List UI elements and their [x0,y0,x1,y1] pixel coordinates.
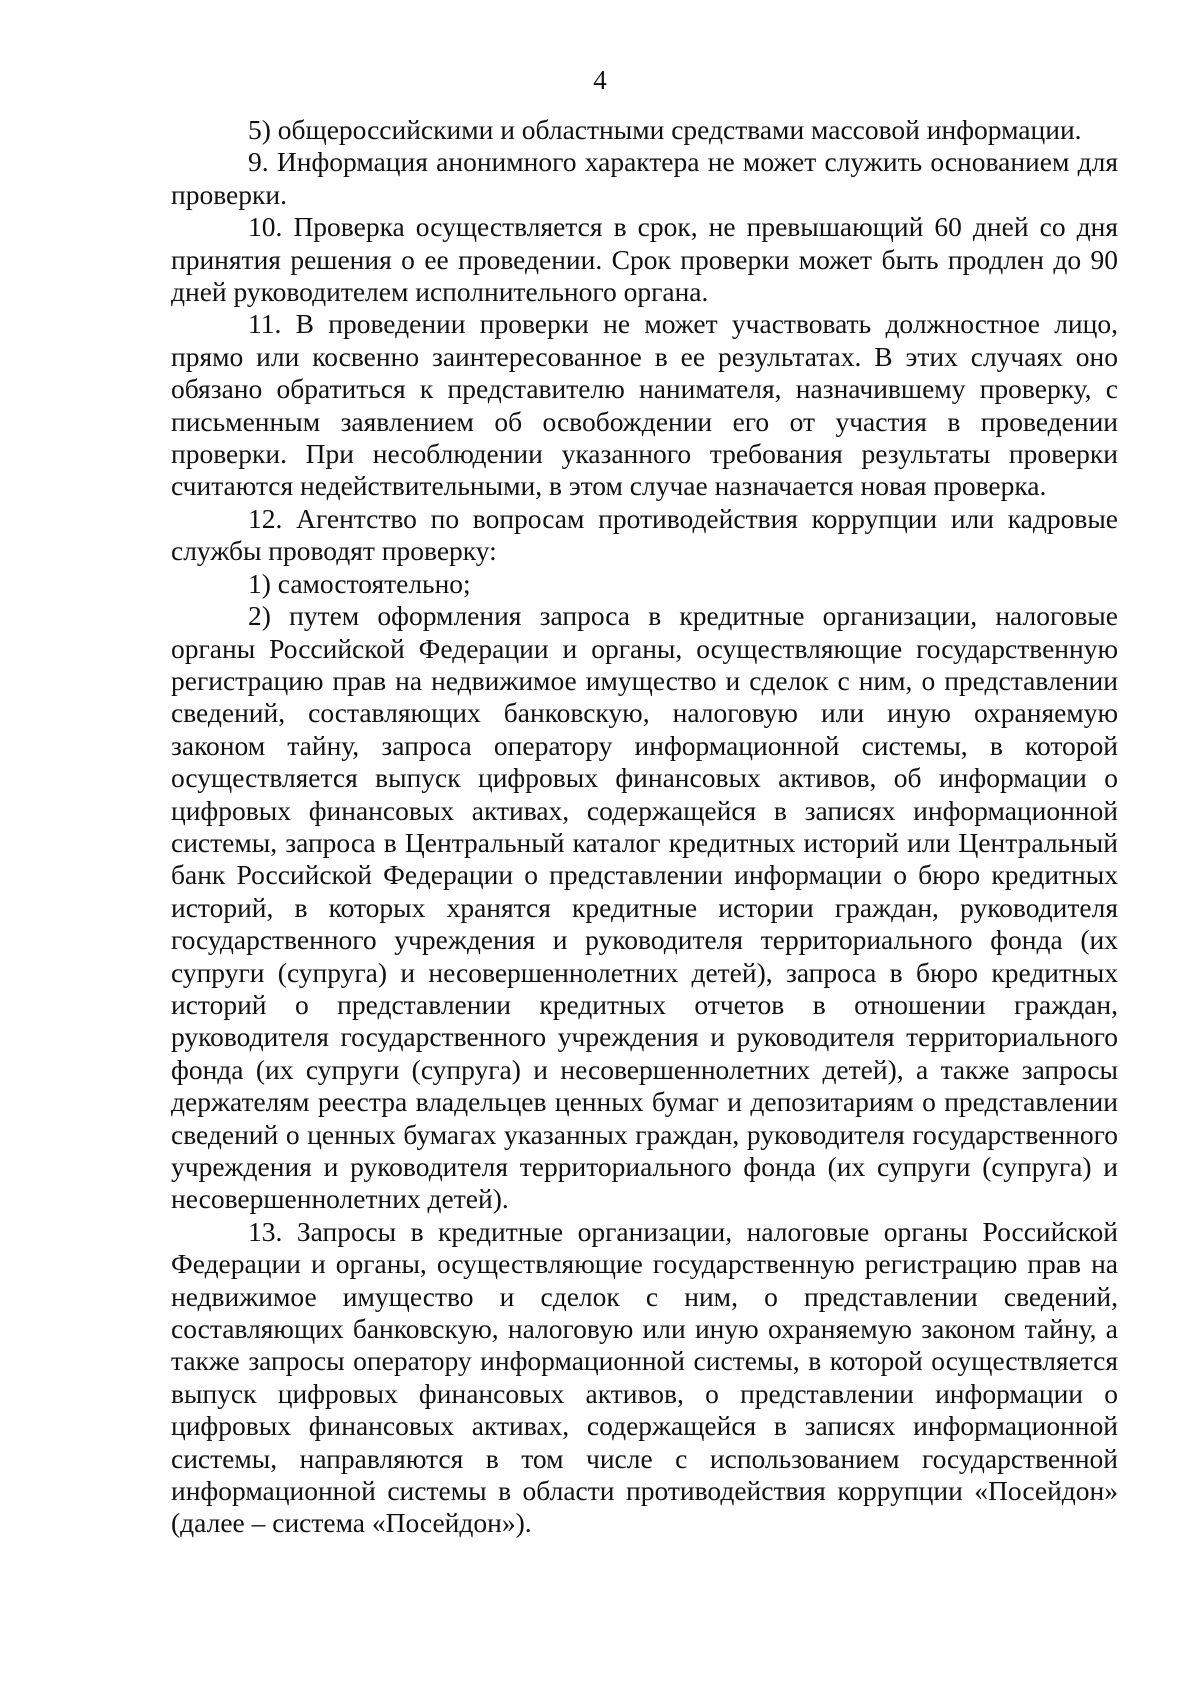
page-number: 4 [593,65,607,95]
paragraph-9-anonymous-information: 9. Информация анонимного характера не может служить основанием для проверки. [171,146,1118,210]
paragraph-12-item-1: 1) самостоятельно; [248,567,471,599]
paragraph-12-item-2: 2) путем оформления запроса в кредитные организации, налоговые органы Российской Федерации и органы, осуществляющие государственную регистрацию прав на недвижимое имущество и сделок с ним, о представлении сведений, составляющих банковскую, налоговую или иную охраняемую законом тайну, запроса оператору информационной системы, в которой осуществляется выпуск цифровых финансовых активов, об информации о цифровых финансовых активах, содержащейся в записях информационной системы, запроса в Центральный каталог кредитных историй или Центральный банк Российской Федерации о представлении информации о бюро кредитных историй, в которых хранятся кредитные истории граждан, руководителя государственного учреждения и руководителя территориального фонда (их супруги (супруга) и несовершеннолетних детей), запроса в бюро кредитных историй о представлении кредитных отчетов в отношении граждан, руководителя государственного учреждения и руководителя территориального фонда (их супруги (супруга) и несовершеннолетних детей), а также запросы держателям реестра владельцев ценных бумаг и депозитариям о представлении сведений о ценных бумагах указанных граждан, руководителя государственного учреждения и руководителя территориального фонда (их супруги (супруга) и несовершеннолетних детей). [171,600,1118,1215]
paragraph-10-inspection-term: 10. Проверка осуществляется в срок, не превышающий 60 дней со дня принятия решения о ее проведении. Срок проверки может быть продлен до 90 дней руководителем исполнительного органа. [171,211,1118,308]
paragraph-11-conflict-of-interest: 11. В проведении проверки не может участвовать должностное лицо, прямо или косвенно заинтересованное в ее результатах. В этих случаях оно обязано обратиться к представителю нанимателя, назначившему проверку, с письменным заявлением об освобождении его от участия в проведении проверки. При несоблюдении указанного требования результаты проверки считаются недействительными, в этом случае назначается новая проверка. [171,308,1118,502]
paragraph-12-inspection-methods: 12. Агентство по вопросам противодействия коррупции или кадровые службы проводят проверку: [171,502,1118,567]
document-body [171,114,1118,1540]
paragraph-item-5-media: 5) общероссийскими и областными средствами массовой информации. [248,114,1082,145]
paragraph-13-requests: 13. Запросы в кредитные организации, налоговые органы Российской Федерации и органы, осуществляющие государственную регистрацию прав на недвижимое имущество и сделок с ним, о представлении сведений, составляющих банковскую, налоговую или иную охраняемую законом тайну, а также запросы оператору информационной системы, в которой осуществляется выпуск цифровых финансовых активов, о представлении информации о цифровых финансовых активах, содержащейся в записях информационной системы, направляются в том числе с использованием государственной информационной системы в области противодействия коррупции «Посейдон» (далее – система «Посейдон»). [171,1215,1118,1539]
